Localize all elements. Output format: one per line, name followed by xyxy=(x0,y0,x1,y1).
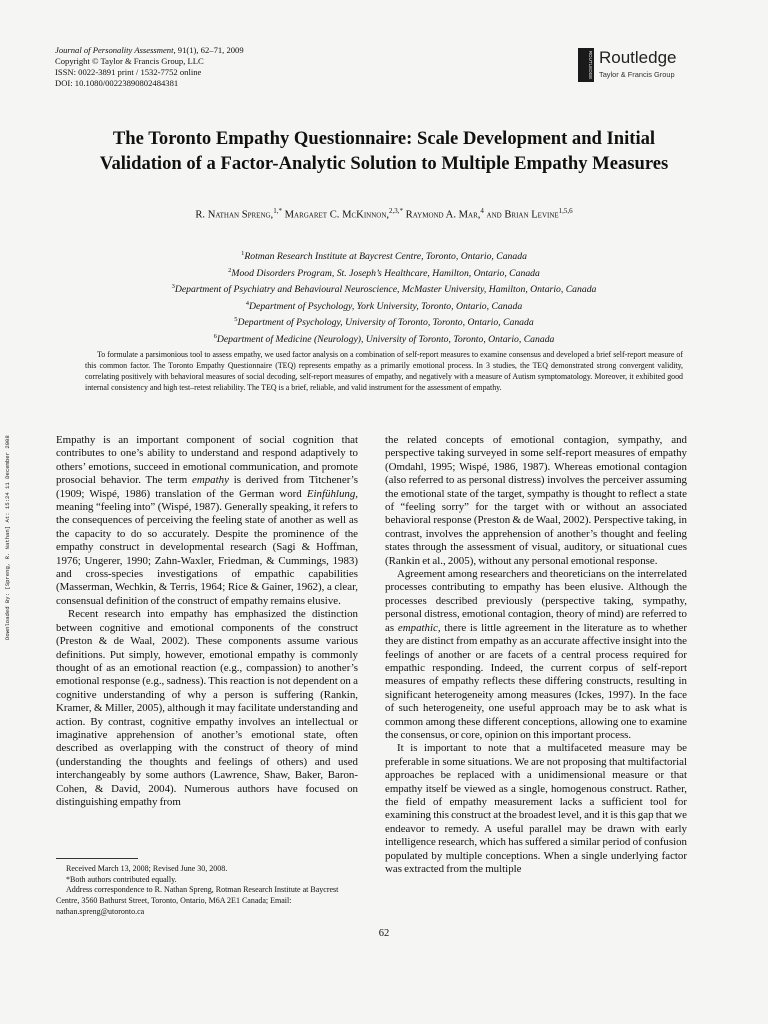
affiliation-text: Department of Psychology, York University, Toronto, Ontario, Canada xyxy=(249,300,523,312)
affiliation-number: 3 xyxy=(171,283,175,291)
journal-doi: DOI: 10.1080/00223890802484381 xyxy=(55,78,179,88)
affiliation-number: 1 xyxy=(241,250,245,257)
affiliation-text: Mood Disorders Program, St. Joseph’s Healthcare, Hamilton, Ontario, Canada xyxy=(231,267,540,279)
body-text: is derived from Titchener’s (1909; Wispé, 1986) translation of the German word xyxy=(56,474,358,500)
author-name: and Brian Levine xyxy=(483,209,559,221)
affiliation xyxy=(60,264,708,281)
affiliation-list xyxy=(60,247,708,346)
body-paragraph: the related concepts of emotional contagion, sympathy, and perspective taking surveyed in some self-report measures of empathy (Omdahl, 1995; Wispé, 1986, 1987). Whereas emotional contagion (also referred to as personal distress) involves the perceiver assuming the emotional state of the target, sympathy is thought to reflect a state of “feeling sorry” for the target with or without an associated behavioral response (Preston & de Waal, 2002). Perspective taking, in contrast, involves the apprehension of another’s thought and feeling states through the assessment of visual, auditory, or situational cues (Rankin et al., 2005), without any personal emotional response. xyxy=(385,434,687,567)
body-emphasis: empathic, xyxy=(397,621,441,634)
affiliation-number: 4 xyxy=(245,299,250,307)
author-affiliation-mark: 1,* xyxy=(273,207,282,215)
body-text: meaning “feeling into” (Wispé, 1987). Generally speaking, it refers to the consequences of perceiving the feeling state of another as well as the capacity to do so accurately. Despite the prominence of the empathy construct in developmental research (Sagi & Hoffman, 1976; Ungerer, 1990; Zahn-Waxler, Friedman, & Cummings, 1983) and cross-species investigations of empathic capabilities (Masserman, Wechkin, & Terris, 1964; Rice & Gainer, 1962), a clear, consensual definition of the construct of empathy remains elusive. xyxy=(56,501,358,607)
affiliation-number: 2 xyxy=(228,266,232,274)
journal-issn: ISSN: 0022-3891 print / 1532-7752 online xyxy=(55,67,202,77)
journal-copyright: Copyright © Taylor & Francis Group, LLC xyxy=(55,56,204,66)
journal-citation xyxy=(55,45,244,56)
journal-metadata xyxy=(55,45,244,89)
affiliation-text: Rotman Research Institute at Baycrest Centre, Toronto, Ontario, Canada xyxy=(244,251,527,263)
routledge-logo-icon xyxy=(578,48,594,82)
affiliation xyxy=(60,280,708,297)
page-number: 62 xyxy=(378,928,390,939)
footnotes xyxy=(56,864,358,918)
body-text: Agreement among researchers and theoreticians on the interrelated processes contributing to empathy has been elusive. Although the processes described previously (perspective taking, sympathy, personal distress, emotional contagion, theory of mind) are referred to as xyxy=(385,568,687,634)
author-affiliation-mark: 1,5,6 xyxy=(558,207,573,215)
author-name: Margaret C. McKinnon, xyxy=(281,209,390,221)
affiliation xyxy=(60,330,708,347)
journal-name: Journal of Personality Assessment, xyxy=(55,45,176,55)
affiliation-number: 6 xyxy=(213,332,217,340)
body-text: there is little agreement in the literature as to whether they are distinct from empathy as an accurate affective insight into the feelings of another or are facets of a central process required for empathic responding. Indeed, the current corpus of self-report measures of empathy reflects these differing constructs, resulting in significant heterogeneity among measures (Ickes, 1997). In the face of such heterogeneity, one useful approach may be to ask what is common among these different conceptions, allowing one to examine the consensus, or core, opinion on this important process. xyxy=(385,621,687,741)
affiliation-text: Department of Medicine (Neurology), University of Toronto, Toronto, Ontario, Canada xyxy=(216,333,555,345)
body-paragraph: It is important to note that a multifaceted measure may be preferable in some situations. We are not proposing that multifactorial approaches be replaced with a unidimensional measure or that empathy itself be viewed as a single, homogenous construct. Rather, the field of empathy measurement lacks a sufficient tool for examining this construct at the broadest level, and it is this gap that we endeavor to remedy. A useful parallel may be drawn with early intelligence research, which has suffered a similar period of confusion populated by multiple conceptions. When a single underlying factor was extracted from the multiple xyxy=(385,742,687,875)
affiliation-number: 5 xyxy=(234,316,238,324)
author-list xyxy=(60,207,708,221)
footnote-divider xyxy=(56,858,138,859)
body-paragraph xyxy=(56,434,358,608)
download-stamp-text: Downloaded By: [Spreng, R. Nathan] At: 15:24 11 December 2008 xyxy=(4,435,11,640)
article-title: The Toronto Empathy Questionnaire: Scale Development and Initial Validation of a Factor-Analytic Solution to Multiple Empathy Measures xyxy=(99,128,669,174)
author-name: Raymond A. Mar, xyxy=(403,209,481,221)
affiliation xyxy=(60,313,708,330)
body-text: Empathy is an important component of social cognition that contributes to one’s ability to understand and respond adaptively to others’ emotions, succeed in emotional communication, and promote prosocial behavior. The term xyxy=(56,434,358,487)
affiliation xyxy=(60,297,708,314)
publisher-name: Routledge xyxy=(599,48,677,67)
author-affiliation-mark: 4 xyxy=(480,207,484,215)
author-affiliation-mark: 2,3,* xyxy=(389,207,404,215)
body-paragraph xyxy=(385,568,687,742)
abstract: To formulate a parsimonious tool to assess empathy, we used factor analysis on a combination of self-report measures to examine consensus and developed a brief self-report measure of this common factor. The Toronto Empathy Questionnaire (TEQ) represents empathy as a primarily emotional process. In 3 studies, the TEQ demonstrated strong convergent validity, correlating positively with behavioral measures of social decoding, self-report measures of empathy, and negatively with a measure of Autism symptomatology. Moreover, it exhibited good internal consistency and high test–retest reliability. The TEQ is a brief, reliable, and valid instrument for the assessment of empathy. xyxy=(85,350,683,393)
journal-volume: 91(1), 62–71, 2009 xyxy=(175,45,244,55)
body-emphasis: Einfühlung, xyxy=(306,487,358,500)
body-emphasis: empathy xyxy=(192,474,229,487)
footnote-address: Address correspondence to R. Nathan Spreng, Rotman Research Institute at Baycrest Centre, 3560 Bathurst Street, Toronto, Ontario, M6A 2E1 Canada; Email: nathan.spreng@utoronto.ca xyxy=(56,885,339,916)
body-column-left xyxy=(56,434,358,858)
publisher-group: Taylor & Francis Group xyxy=(599,70,675,79)
body-column-right xyxy=(385,434,687,994)
body-paragraph: Recent research into empathy has emphasized the distinction between cognitive and emotional components of the construct (Preston & de Waal, 2002). These components assume various definitions. Put simply, however, emotional empathy is commonly thought of as an emotional reaction (e.g., compassion) to another’s emotional response (e.g., sadness). This reaction is not dependent on a cognitive understanding of why a person is suffering (Rankin, Kramer, & Miller, 2005), although it may facilitate understanding and action. By contrast, cognitive empathy involves an intellectual or imaginative apprehension of another’s emotional state, often described as overlapping with the construct of theory of mind (understanding the thoughts and feelings of others) and used interchangeably by some authors (Lawrence, Shaw, Baker, Baron-Cohen, & David, 2004). Numerous authors have focused on distinguishing empathy from xyxy=(56,608,358,808)
footnote-received: Received March 13, 2008; Revised June 30, 2008. xyxy=(66,864,228,873)
author-name: R. Nathan Spreng, xyxy=(195,209,274,221)
publisher-logo-text: ROUTLEDGE xyxy=(588,50,593,80)
affiliation xyxy=(60,247,708,264)
affiliation-text: Department of Psychiatry and Behavioural Neuroscience, McMaster University, Hamilton, Ontario, Canada xyxy=(174,284,597,296)
affiliation-text: Department of Psychology, University of Toronto, Toronto, Ontario, Canada xyxy=(237,317,534,329)
download-stamp xyxy=(4,356,12,640)
publisher-logo xyxy=(578,46,728,86)
footnote-equal-contribution: *Both authors contributed equally. xyxy=(66,874,177,884)
